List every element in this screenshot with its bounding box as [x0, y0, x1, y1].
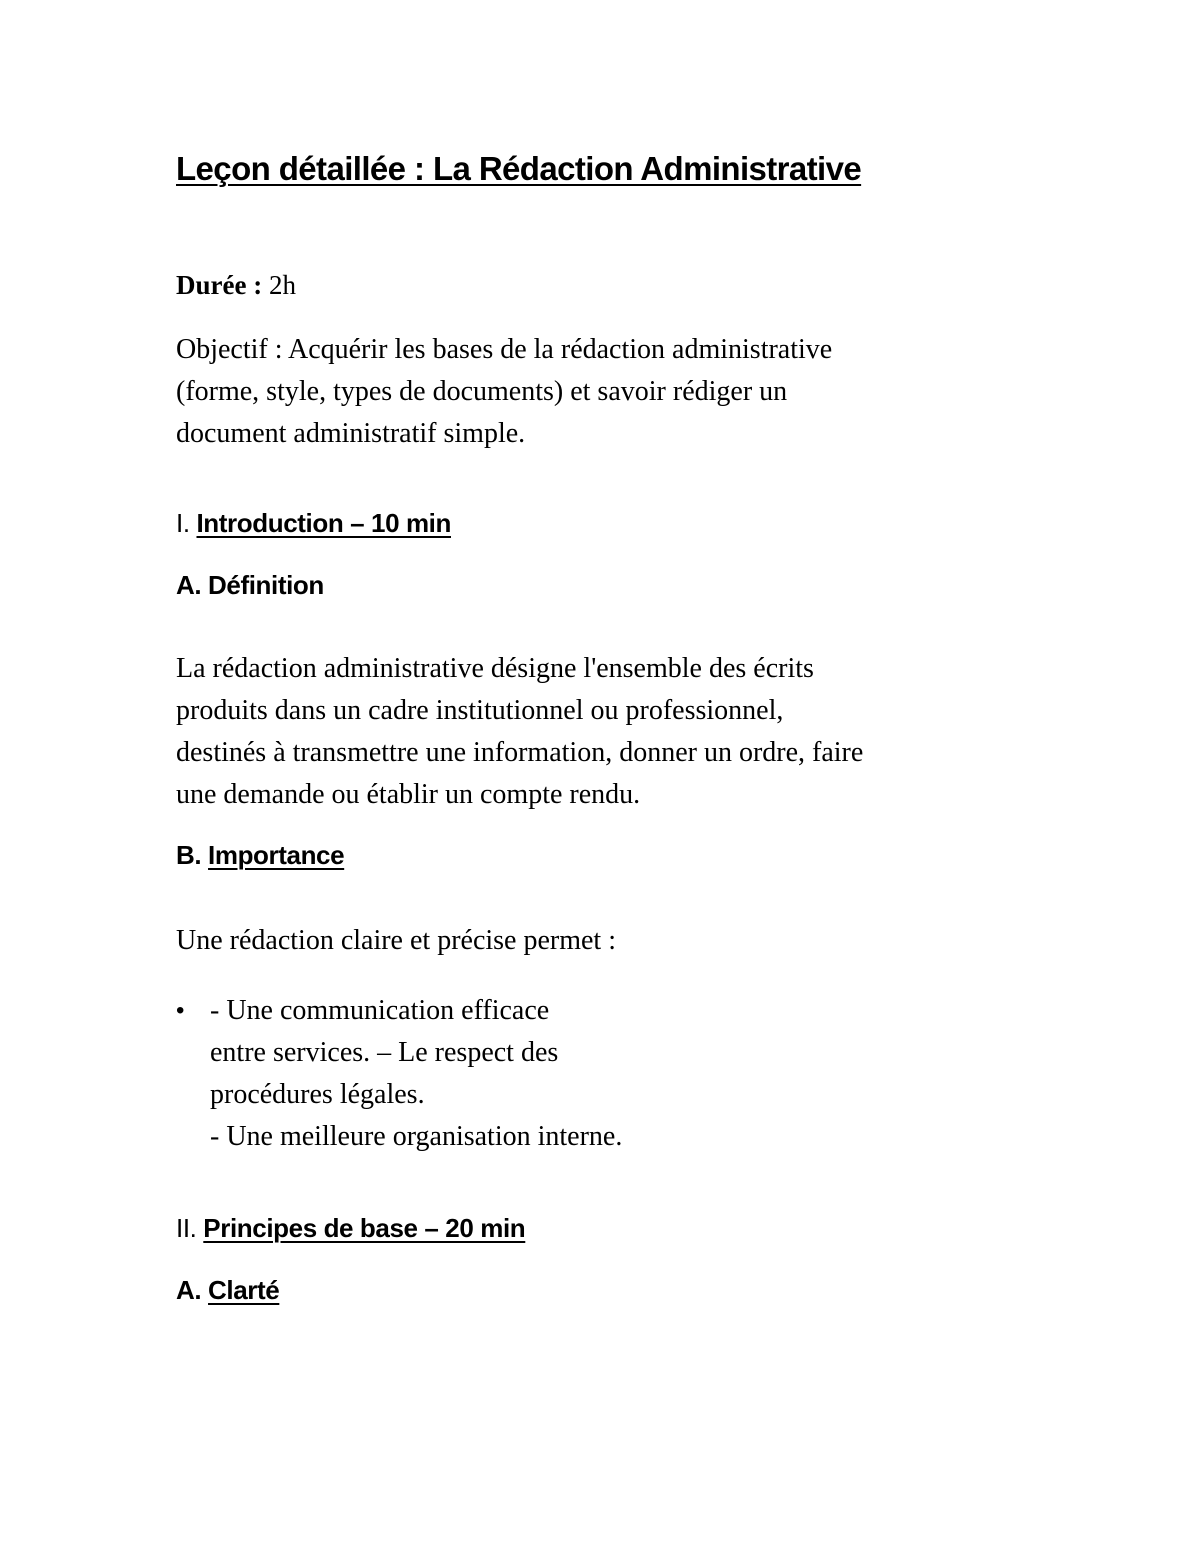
- section-number: II.: [176, 1213, 204, 1243]
- subheading-importance: [176, 840, 344, 871]
- subheading-clarte: [176, 1275, 279, 1306]
- section-number: I.: [176, 508, 197, 538]
- definition-line: produits dans un cadre institutionnel ou professionnel,: [176, 695, 784, 726]
- duration-line: [176, 270, 296, 301]
- definition-paragraph: [176, 648, 863, 816]
- section-title: Principes de base – 20 min: [203, 1213, 526, 1243]
- objective-line: (forme, style, types de documents) et savoir rédiger un: [176, 376, 788, 407]
- definition-line: destinés à transmettre une information, donner un ordre, faire: [176, 737, 864, 768]
- duration-value: 2h: [262, 270, 296, 300]
- bullet-line: entre services. – Le respect des: [210, 1037, 559, 1068]
- section-title: Introduction – 10 min: [196, 508, 451, 538]
- definition-line: La rédaction administrative désigne l'ensemble des écrits: [176, 653, 814, 684]
- bullet-line: procédures légales.: [210, 1079, 425, 1110]
- duration-label: Durée :: [176, 270, 263, 300]
- subheading-prefix: A.: [176, 1275, 209, 1305]
- objective-paragraph: [176, 329, 832, 455]
- subheading-label: Importance: [208, 840, 345, 870]
- subheading-label: Clarté: [208, 1275, 280, 1305]
- bullet-line: - Une communication efficace: [210, 995, 550, 1026]
- bullet-icon: •: [176, 997, 185, 1024]
- objective-line: document administratif simple.: [176, 418, 526, 449]
- definition-line: une demande ou établir un compte rendu.: [176, 779, 641, 810]
- subheading-prefix: B.: [176, 840, 209, 870]
- bullet-line: - Une meilleure organisation interne.: [210, 1121, 623, 1152]
- section-heading-principes: [176, 1213, 525, 1244]
- objective-line: Objectif : Acquérir les bases de la rédaction administrative: [176, 334, 833, 365]
- subheading-definition: A. Définition: [176, 570, 324, 600]
- document-title: Leçon détaillée : La Rédaction Administrative: [176, 150, 862, 187]
- importance-intro: Une rédaction claire et précise permet :: [176, 925, 616, 956]
- section-heading-introduction: [176, 508, 451, 539]
- list-item: [210, 990, 622, 1158]
